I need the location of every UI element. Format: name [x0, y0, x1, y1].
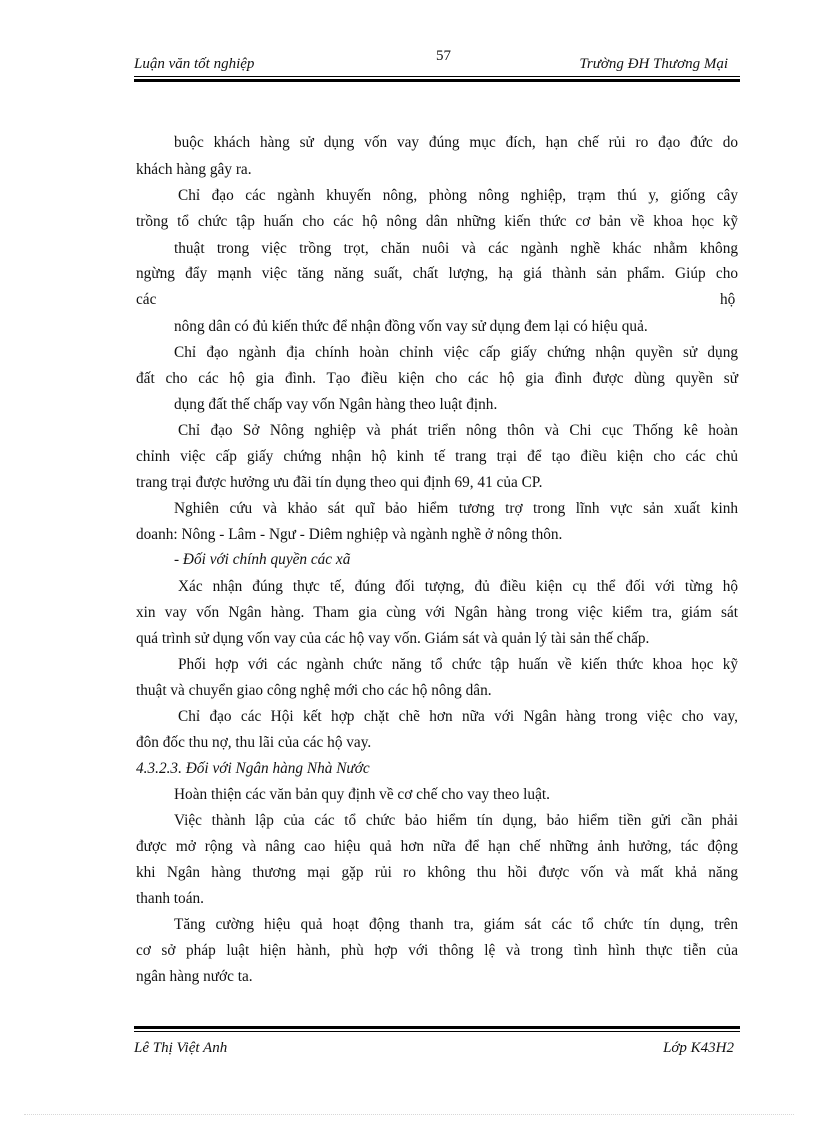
text-line: khách hàng gây ra.	[136, 161, 252, 178]
text-line: Chỉ đạo ngành địa chính hoàn chỉnh việc cấp giấy chứng nhận quyền sử dụng	[174, 344, 738, 361]
text-line: Nghiên cứu và khảo sát quĩ bảo hiểm tương trợ trong lĩnh vực sản xuất kinh	[174, 500, 738, 517]
text-line: thuật trong việc trồng trọt, chăn nuôi và các ngành nghề khác nhằm không	[174, 240, 738, 257]
text-line: Chỉ đạo các Hội kết hợp chặt chẽ hơn nữa với Ngân hàng trong việc cho vay,	[178, 708, 738, 725]
header-rule-thick	[134, 79, 740, 82]
footer-class: Lớp K43H2	[663, 1040, 734, 1056]
text-line: dụng đất thế chấp vay vốn Ngân hàng theo luật định.	[174, 396, 498, 413]
footer-rule-thick	[134, 1026, 740, 1029]
text-line: trang trại được hưởng ưu đãi tín dụng theo qui định 69, 41 của CP.	[136, 474, 543, 491]
page-edge-dots	[24, 1114, 794, 1115]
text-line: thuật và chuyển giao công nghệ mới cho các hộ nông dân.	[136, 682, 492, 699]
text-line: trồng tổ chức tập huấn cho các hộ nông dân những kiến thức cơ bản về khoa học kỹ	[136, 213, 738, 230]
header-thesis-label: Luận văn tốt nghiệp	[134, 56, 255, 72]
text-line: xin vay vốn Ngân hàng. Tham gia cùng với Ngân hàng trong việc kiểm tra, giám sát	[136, 604, 738, 621]
text-line: nông dân có đủ kiến thức để nhận đồng vốn vay sử dụng đem lại có hiệu quả.	[174, 318, 648, 335]
text-line: khi Ngân hàng thương mại gặp rủi ro không thu hồi được vốn và mất khả năng	[136, 864, 738, 881]
text-line: doanh: Nông - Lâm - Ngư - Diêm nghiệp và ngành nghề ở nông thôn.	[136, 526, 563, 543]
text-line: Xác nhận đúng thực tế, đúng đối tượng, đủ điều kiện cụ thể đối với từng hộ	[178, 578, 738, 595]
text-line: Phối hợp với các ngành chức năng tổ chức tập huấn về kiến thức khoa học kỹ	[178, 656, 738, 673]
text-line: các	[136, 291, 157, 308]
text-line: Chỉ đạo các ngành khuyến nông, phòng nông nghiệp, trạm thú y, giống cây	[178, 187, 738, 204]
page-number: 57	[436, 48, 451, 64]
text-line: Hoàn thiện các văn bản quy định về cơ chế cho vay theo luật.	[174, 786, 550, 803]
page-footer	[134, 1040, 740, 1062]
text-line: hộ	[720, 291, 736, 308]
header-university: Trường ĐH Thương Mại	[579, 56, 728, 72]
text-line: Việc thành lập của các tổ chức bảo hiểm tín dụng, bảo hiểm tiền gửi cần phải	[174, 812, 738, 829]
text-line: được mở rộng và nâng cao hiệu quả hơn nữa để hạn chế những ảnh hưởng, tác động	[136, 838, 738, 855]
text-line: quá trình sử dụng vốn vay của các hộ vay vốn. Giám sát và quản lý tài sản thế chấp.	[136, 630, 650, 647]
section-heading: 4.3.2.3. Đối với Ngân hàng Nhà Nước	[136, 760, 370, 777]
section-subheading: - Đối với chính quyền các xã	[174, 551, 351, 568]
text-line: đôn đốc thu nợ, thu lãi của các hộ vay.	[136, 734, 372, 751]
text-line: ngân hàng nước ta.	[136, 968, 253, 985]
text-line: cơ sở pháp luật hiện hành, phù hợp với thông lệ và trong tình hình thực tiễn của	[136, 942, 738, 959]
footer-rule-thin	[134, 1031, 740, 1032]
text-line: thanh toán.	[136, 890, 204, 907]
text-line: chỉnh việc cấp giấy chứng nhận hộ kinh tế trang trại để tạo điều kiện cho các chủ	[136, 448, 738, 465]
footer-author: Lê Thị Việt Anh	[134, 1040, 228, 1056]
header-rule-thin	[134, 76, 740, 77]
text-line: buộc khách hàng sử dụng vốn vay đúng mục đích, hạn chế rủi ro đạo đức do	[174, 134, 738, 151]
text-line: ngừng đẩy mạnh việc tăng năng suất, chất lượng, hạ giá thành sản phẩm. Giúp cho	[136, 265, 738, 282]
text-line: Tăng cường hiệu quả hoạt động thanh tra, giám sát các tổ chức tín dụng, trên	[174, 916, 738, 933]
text-line: đất cho các hộ gia đình. Tạo điều kiện cho các hộ gia đình được dùng quyền sử	[136, 370, 738, 387]
text-line: Chỉ đạo Sở Nông nghiệp và phát triển nông thôn và Chi cục Thống kê hoàn	[178, 422, 738, 439]
